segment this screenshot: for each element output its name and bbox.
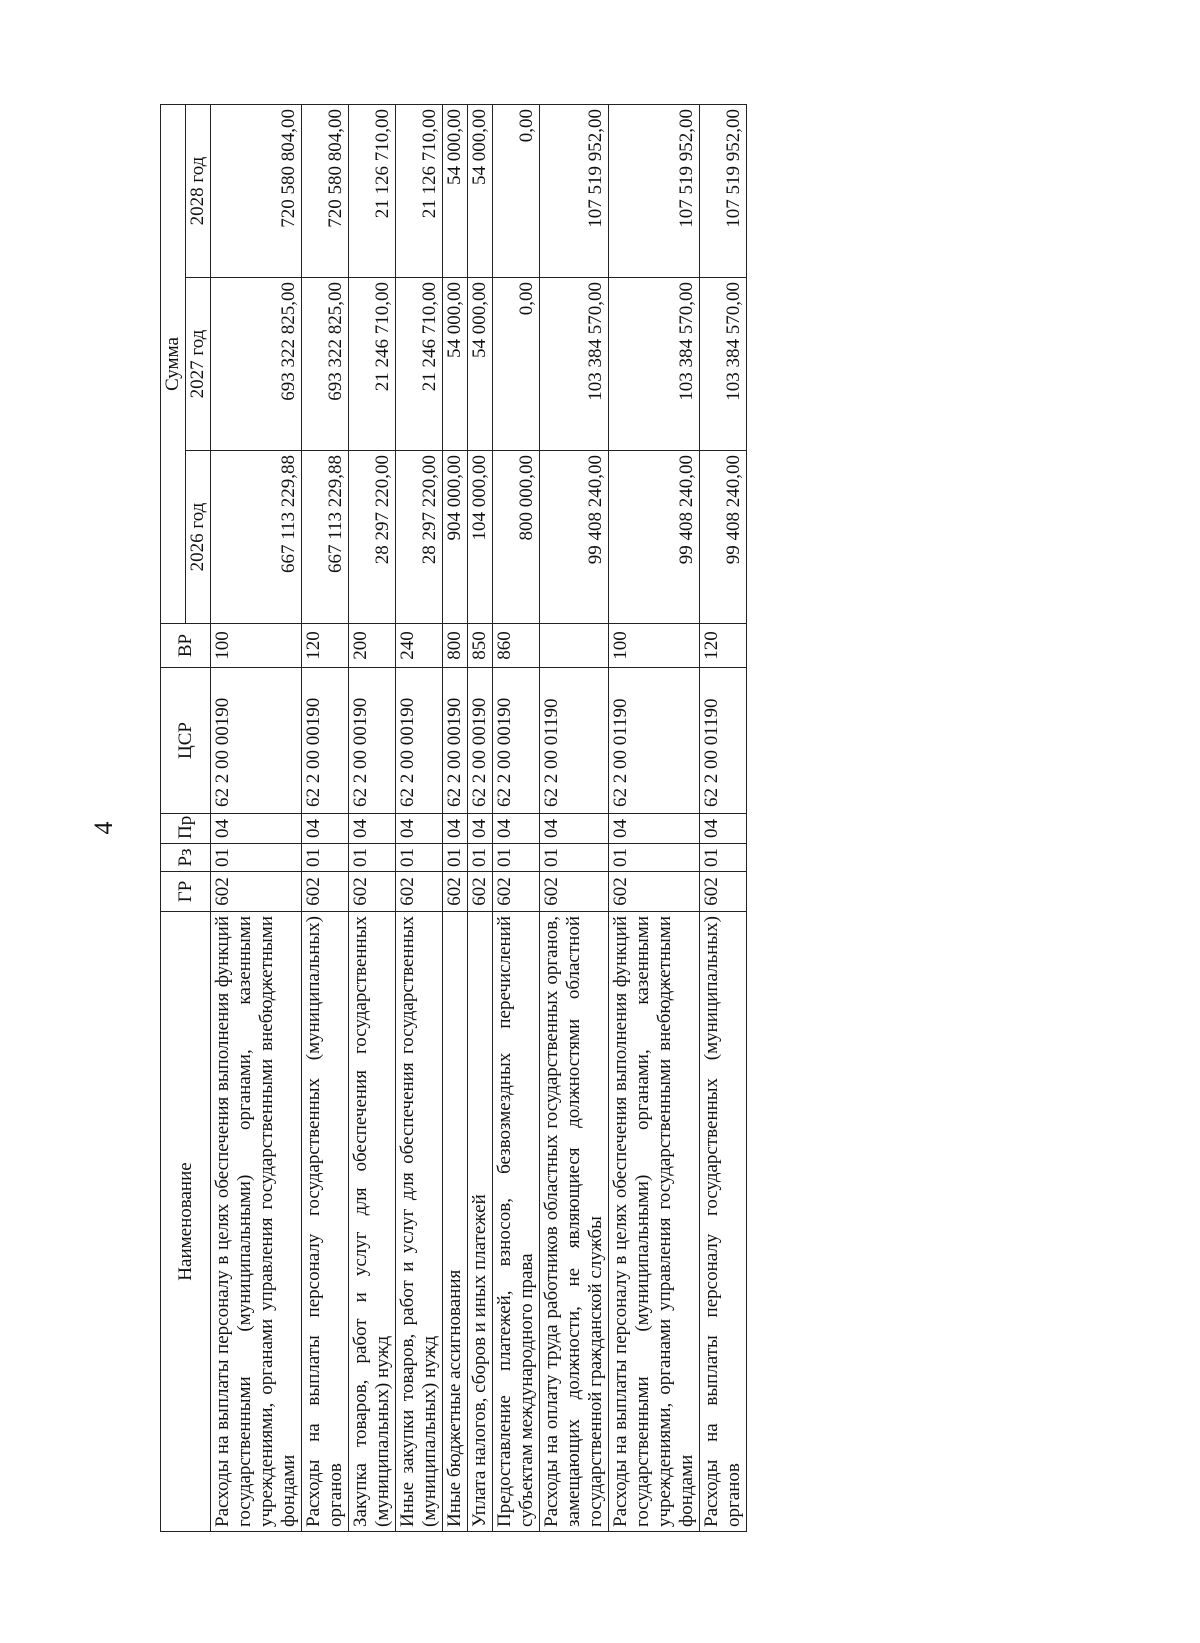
cell-name: Закупка товаров, работ и услуг для обеспечения государственных (муниципальных) нужд (349, 912, 396, 1532)
cell-2028: 107 519 952,00 (609, 105, 700, 278)
cell-gr: 602 (302, 872, 349, 912)
cell-csr: 62 2 00 00190 (396, 668, 443, 814)
cell-pr: 04 (609, 814, 700, 844)
cell-2026: 99 408 240,00 (609, 451, 700, 624)
cell-rz: 01 (468, 844, 493, 872)
expenditure-table (160, 104, 747, 1532)
cell-name: Иные закупки товаров, работ и услуг для обеспечения государственных (муниципальных) нужд (396, 912, 443, 1532)
header-vr: ВР (161, 624, 211, 668)
cell-2027: 21 246 710,00 (349, 278, 396, 451)
cell-2028: 21 126 710,00 (349, 105, 396, 278)
cell-csr: 62 2 00 01190 (540, 668, 609, 814)
cell-vr: 200 (349, 624, 396, 668)
cell-pr: 04 (540, 814, 609, 844)
header-year-2026: 2026 год (186, 451, 211, 624)
table-row (349, 105, 396, 1532)
cell-rz: 01 (493, 844, 540, 872)
cell-gr: 602 (468, 872, 493, 912)
table-row (211, 105, 302, 1532)
cell-vr: 120 (302, 624, 349, 668)
page-number: 4 (89, 821, 118, 835)
cell-name: Предоставление платежей, взносов, безвозмездных перечислений субъектам международного права (493, 912, 540, 1532)
cell-rz: 01 (443, 844, 468, 872)
cell-name: Уплата налогов, сборов и иных платежей (468, 912, 493, 1532)
cell-csr: 62 2 00 00190 (349, 668, 396, 814)
table-row (493, 105, 540, 1532)
cell-vr: 860 (493, 624, 540, 668)
cell-2028: 54 000,00 (443, 105, 468, 278)
cell-vr: 100 (609, 624, 700, 668)
cell-2026: 28 297 220,00 (349, 451, 396, 624)
cell-rz: 01 (396, 844, 443, 872)
header-rz: Рз (161, 844, 211, 872)
cell-name: Иные бюджетные ассигнования (443, 912, 468, 1532)
cell-csr: 62 2 00 00190 (493, 668, 540, 814)
cell-pr: 04 (211, 814, 302, 844)
cell-2027: 103 384 570,00 (700, 278, 747, 451)
cell-gr: 602 (540, 872, 609, 912)
cell-2026: 104 000,00 (468, 451, 493, 624)
table-row (396, 105, 443, 1532)
cell-gr: 602 (211, 872, 302, 912)
cell-2026: 800 000,00 (493, 451, 540, 624)
table-header (161, 105, 211, 1532)
table-body (211, 105, 747, 1532)
cell-rz: 01 (700, 844, 747, 872)
cell-csr: 62 2 00 00190 (211, 668, 302, 814)
cell-2026: 904 000,00 (443, 451, 468, 624)
table-row (302, 105, 349, 1532)
cell-name: Расходы на выплаты персоналу государственных (муниципальных) органов (700, 912, 747, 1532)
cell-name: Расходы на выплаты персоналу государственных (муниципальных) органов (302, 912, 349, 1532)
cell-name: Расходы на выплаты персоналу в целях обеспечения выполнения функций государственными (муниципальными) органами, казенными учреждениями, органами управления государственными внебюджетными фондами (609, 912, 700, 1532)
cell-gr: 602 (493, 872, 540, 912)
cell-gr: 602 (609, 872, 700, 912)
table-row (443, 105, 468, 1532)
cell-2028: 107 519 952,00 (700, 105, 747, 278)
cell-2026: 667 113 229,88 (302, 451, 349, 624)
cell-csr: 62 2 00 01190 (609, 668, 700, 814)
cell-pr: 04 (302, 814, 349, 844)
cell-2028: 720 580 804,00 (211, 105, 302, 278)
cell-rz: 01 (349, 844, 396, 872)
cell-pr: 04 (468, 814, 493, 844)
cell-name: Расходы на выплаты персоналу в целях обеспечения выполнения функций государственными (муниципальными) органами, казенными учреждениями, органами управления государственными внебюджетными фондами (211, 912, 302, 1532)
cell-vr: 850 (468, 624, 493, 668)
cell-vr (540, 624, 609, 668)
cell-2027: 21 246 710,00 (396, 278, 443, 451)
header-csr: ЦСР (161, 668, 211, 814)
table-row (468, 105, 493, 1532)
header-name: Наименование (161, 912, 211, 1532)
table-row (609, 105, 700, 1532)
cell-csr: 62 2 00 00190 (443, 668, 468, 814)
table-row (540, 105, 609, 1532)
cell-2028: 107 519 952,00 (540, 105, 609, 278)
cell-2027: 693 322 825,00 (211, 278, 302, 451)
cell-pr: 04 (443, 814, 468, 844)
cell-rz: 01 (211, 844, 302, 872)
cell-2028: 720 580 804,00 (302, 105, 349, 278)
cell-gr: 602 (349, 872, 396, 912)
cell-pr: 04 (349, 814, 396, 844)
cell-pr: 04 (396, 814, 443, 844)
cell-gr: 602 (396, 872, 443, 912)
header-pr: Пр (161, 814, 211, 844)
cell-2027: 0,00 (493, 278, 540, 451)
header-sum: Сумма (161, 105, 186, 624)
cell-2027: 103 384 570,00 (540, 278, 609, 451)
header-year-2028: 2028 год (186, 105, 211, 278)
cell-gr: 602 (443, 872, 468, 912)
cell-csr: 62 2 00 00190 (468, 668, 493, 814)
cell-pr: 04 (700, 814, 747, 844)
cell-2027: 103 384 570,00 (609, 278, 700, 451)
header-gr: ГР (161, 872, 211, 912)
cell-2028: 54 000,00 (468, 105, 493, 278)
rotated-table-container (160, 104, 918, 1532)
cell-rz: 01 (609, 844, 700, 872)
cell-2026: 99 408 240,00 (700, 451, 747, 624)
cell-2027: 54 000,00 (468, 278, 493, 451)
cell-2026: 28 297 220,00 (396, 451, 443, 624)
cell-csr: 62 2 00 01190 (700, 668, 747, 814)
cell-vr: 100 (211, 624, 302, 668)
cell-csr: 62 2 00 00190 (302, 668, 349, 814)
cell-2026: 667 113 229,88 (211, 451, 302, 624)
cell-2027: 54 000,00 (443, 278, 468, 451)
cell-vr: 800 (443, 624, 468, 668)
cell-vr: 120 (700, 624, 747, 668)
table-row (700, 105, 747, 1532)
cell-2026: 99 408 240,00 (540, 451, 609, 624)
cell-name: Расходы на оплату труда работников областных государственных органов, замещающих должности, не являющиеся должностями областной государственной гражданской службы (540, 912, 609, 1532)
cell-pr: 04 (493, 814, 540, 844)
cell-2027: 693 322 825,00 (302, 278, 349, 451)
header-year-2027: 2027 год (186, 278, 211, 451)
cell-rz: 01 (540, 844, 609, 872)
cell-gr: 602 (700, 872, 747, 912)
cell-2028: 21 126 710,00 (396, 105, 443, 278)
cell-vr: 240 (396, 624, 443, 668)
cell-2028: 0,00 (493, 105, 540, 278)
cell-rz: 01 (302, 844, 349, 872)
